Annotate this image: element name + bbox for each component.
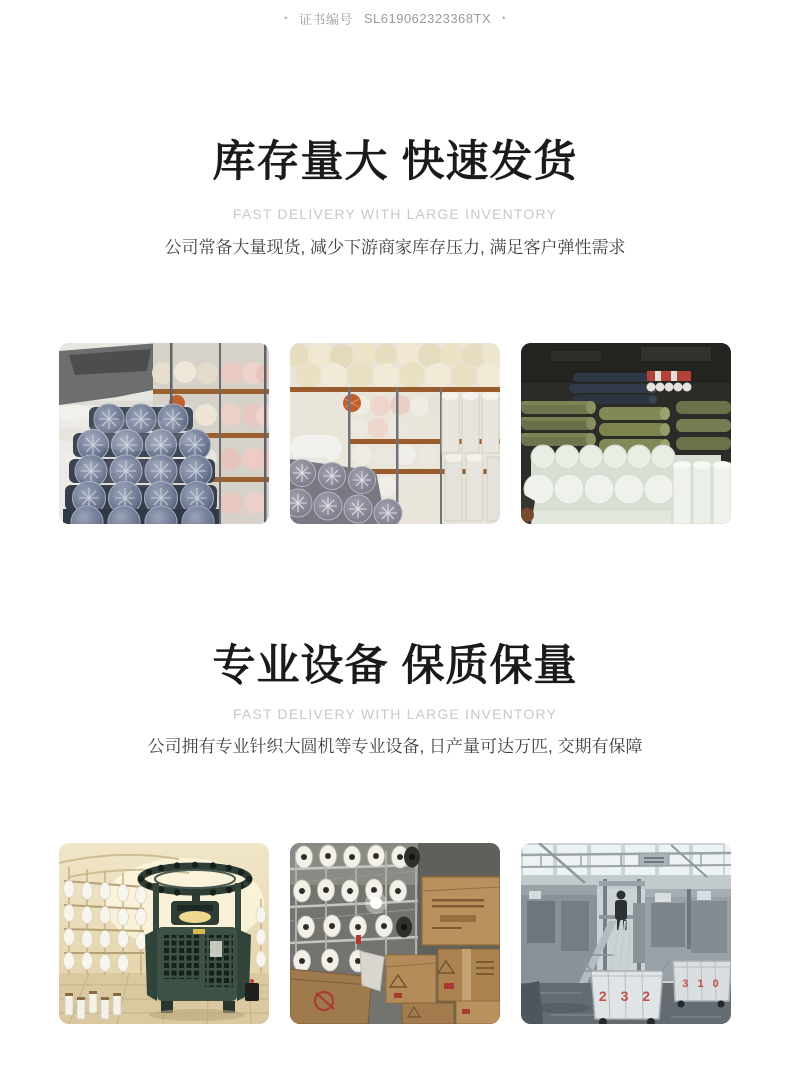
dyeing-factory-illustration — [521, 843, 731, 1024]
knitting-machine-illustration — [59, 843, 269, 1024]
cart-number-right: 3 1 0 — [682, 978, 722, 990]
photo-yarn-bobbins-boxes — [290, 843, 500, 1024]
bullet-dot-left-icon: • — [284, 13, 288, 23]
fabric-shelves-illustration — [290, 343, 500, 524]
inventory-subtitle: FAST DELIVERY WITH LARGE INVENTORY — [232, 206, 558, 222]
vertical-white-rolls — [442, 392, 500, 521]
fabric-piles-illustration — [521, 343, 731, 524]
equipment-photo-row — [59, 843, 731, 1024]
fabric-roll-stack-illustration — [59, 343, 269, 524]
bullet-dot-right-icon: • — [502, 13, 506, 23]
certificate-line — [0, 9, 790, 28]
inventory-description: 公司常备大量现货, 减少下游商家库存压力, 满足客户弹性需求 — [164, 238, 626, 257]
photo-knitting-machine — [59, 843, 269, 1024]
certificate-number: SL619062323368TX — [363, 11, 492, 26]
equipment-title: 专业设备 保质保量 — [212, 642, 578, 690]
photo-fabric-shelves — [290, 343, 500, 524]
photo-fabric-piles — [521, 343, 731, 524]
yarn-bobbins-boxes-illustration — [290, 843, 500, 1024]
cart-number-front: 2 3 2 — [598, 988, 656, 1004]
equipment-subtitle: FAST DELIVERY WITH LARGE INVENTORY — [232, 706, 558, 722]
photo-dyeing-factory — [521, 843, 731, 1024]
navy-roll-pile — [569, 373, 657, 404]
olive-roll-piles — [521, 401, 731, 452]
inventory-title: 库存量大 快速发货 — [212, 138, 578, 186]
inventory-photo-row — [59, 343, 731, 524]
certificate-label: 证书编号 — [298, 12, 353, 27]
white-roll-piles — [524, 445, 731, 524]
photo-fabric-roll-stack — [59, 343, 269, 524]
fabric-cart-right — [673, 961, 731, 1008]
fabric-cart-front — [585, 961, 669, 1024]
equipment-description: 公司拥有专业针织大圆机等专业设备, 日产量可达万匹, 交期有保障 — [147, 737, 643, 756]
